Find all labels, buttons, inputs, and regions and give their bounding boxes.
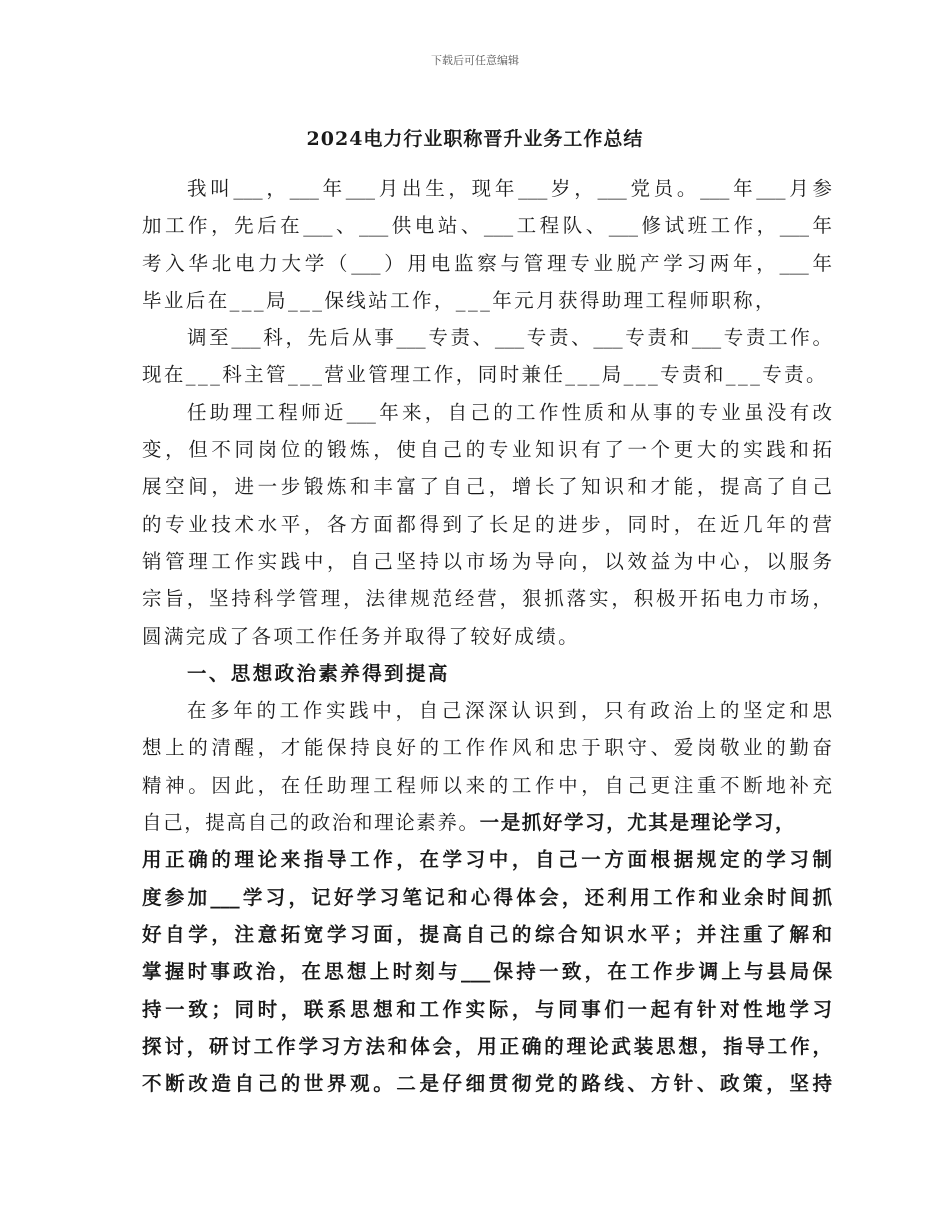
- paragraph-line: 调至___科，先后从事___专责、___专责、___专责和___专责工作。: [187, 326, 832, 350]
- plain-text: 自己，提高自己的政治和理论素养。: [142, 811, 480, 835]
- bold-paragraph-line: 好自学，注意拓宽学习面，提高自己的综合知识水平；并注重了解和: [142, 922, 832, 946]
- paragraph-line: 我叫___，___年___月出生，现年___岁，___党员。___年___月参: [187, 177, 832, 200]
- bold-paragraph-line: 不断改造自己的世界观。二是仔细贯彻党的路线、方针、政策，坚持: [142, 1072, 832, 1096]
- paragraph-line: 毕业后在___局___保线站工作，___年元月获得助理工程师职称，: [142, 288, 777, 312]
- paragraph-line-mixed: [142, 804, 832, 841]
- paragraph-line: 展空间，进一步锻炼和丰富了自己，增长了知识和才能，提高了自己: [142, 475, 832, 499]
- paragraph-line: 宗旨，坚持科学管理，法律规范经营，狠抓落实，积极开拓电力市场，: [142, 587, 832, 611]
- bold-text: 一是抓好学习，尤其是理论学习，: [479, 811, 797, 835]
- section-heading: 一、思想政治素养得到提高: [187, 661, 450, 685]
- document-title: 2024电力行业职称晋升业务工作总结: [306, 128, 644, 150]
- paragraph-line: 在多年的工作实践中，自己深深认识到，只有政治上的坚定和思: [187, 699, 832, 723]
- paragraph-line: 想上的清醒，才能保持良好的工作作风和忠于职守、爱岗敬业的勤奋: [142, 736, 832, 760]
- document-body: [142, 170, 832, 1102]
- bold-paragraph-line: 用正确的理论来指导工作，在学习中，自己一方面根据规定的学习制: [142, 848, 832, 872]
- paragraph-line: 变，但不同岗位的锻炼，使自己的专业知识有了一个更大的实践和拓: [142, 438, 832, 462]
- bold-paragraph-line: 探讨，研讨工作学习方法和体会，用正确的理论武装思想，指导工作，: [142, 1034, 832, 1058]
- paragraph-line: 现在___科主管___营业管理工作，同时兼任___局___专责和___专责。: [142, 363, 828, 387]
- bold-paragraph-line: 持一致；同时，联系思想和工作实际，与同事们一起有针对性地学习: [142, 997, 832, 1021]
- paragraph-line: 圆满完成了各项工作任务并取得了较好成绩。: [142, 624, 581, 648]
- paragraph-line: 加工作，先后在___、___供电站、___工程队、___修试班工作，___年: [142, 214, 832, 238]
- header-note: 下载后可任意编辑: [431, 54, 519, 67]
- bold-paragraph-line: 度参加___学习，记好学习笔记和心得体会，还利用工作和业余时间抓: [142, 885, 832, 909]
- paragraph-line: 的专业技术水平，各方面都得到了长足的进步，同时，在近几年的营: [142, 512, 832, 536]
- paragraph-line: 销管理工作实践中，自己坚持以市场为导向，以效益为中心，以服务: [142, 549, 832, 573]
- paragraph-line: 任助理工程师近___年来，自己的工作性质和从事的专业虽没有改: [187, 400, 832, 424]
- bold-paragraph-line: 掌握时事政治，在思想上时刻与___保持一致，在工作步调上与县局保: [142, 960, 832, 984]
- paragraph-line: 精神。因此，在任助理工程师以来的工作中，自己更注重不断地补充: [142, 773, 832, 797]
- paragraph-line: 考入华北电力大学（___）用电监察与管理专业脱产学习两年，___年: [142, 251, 832, 275]
